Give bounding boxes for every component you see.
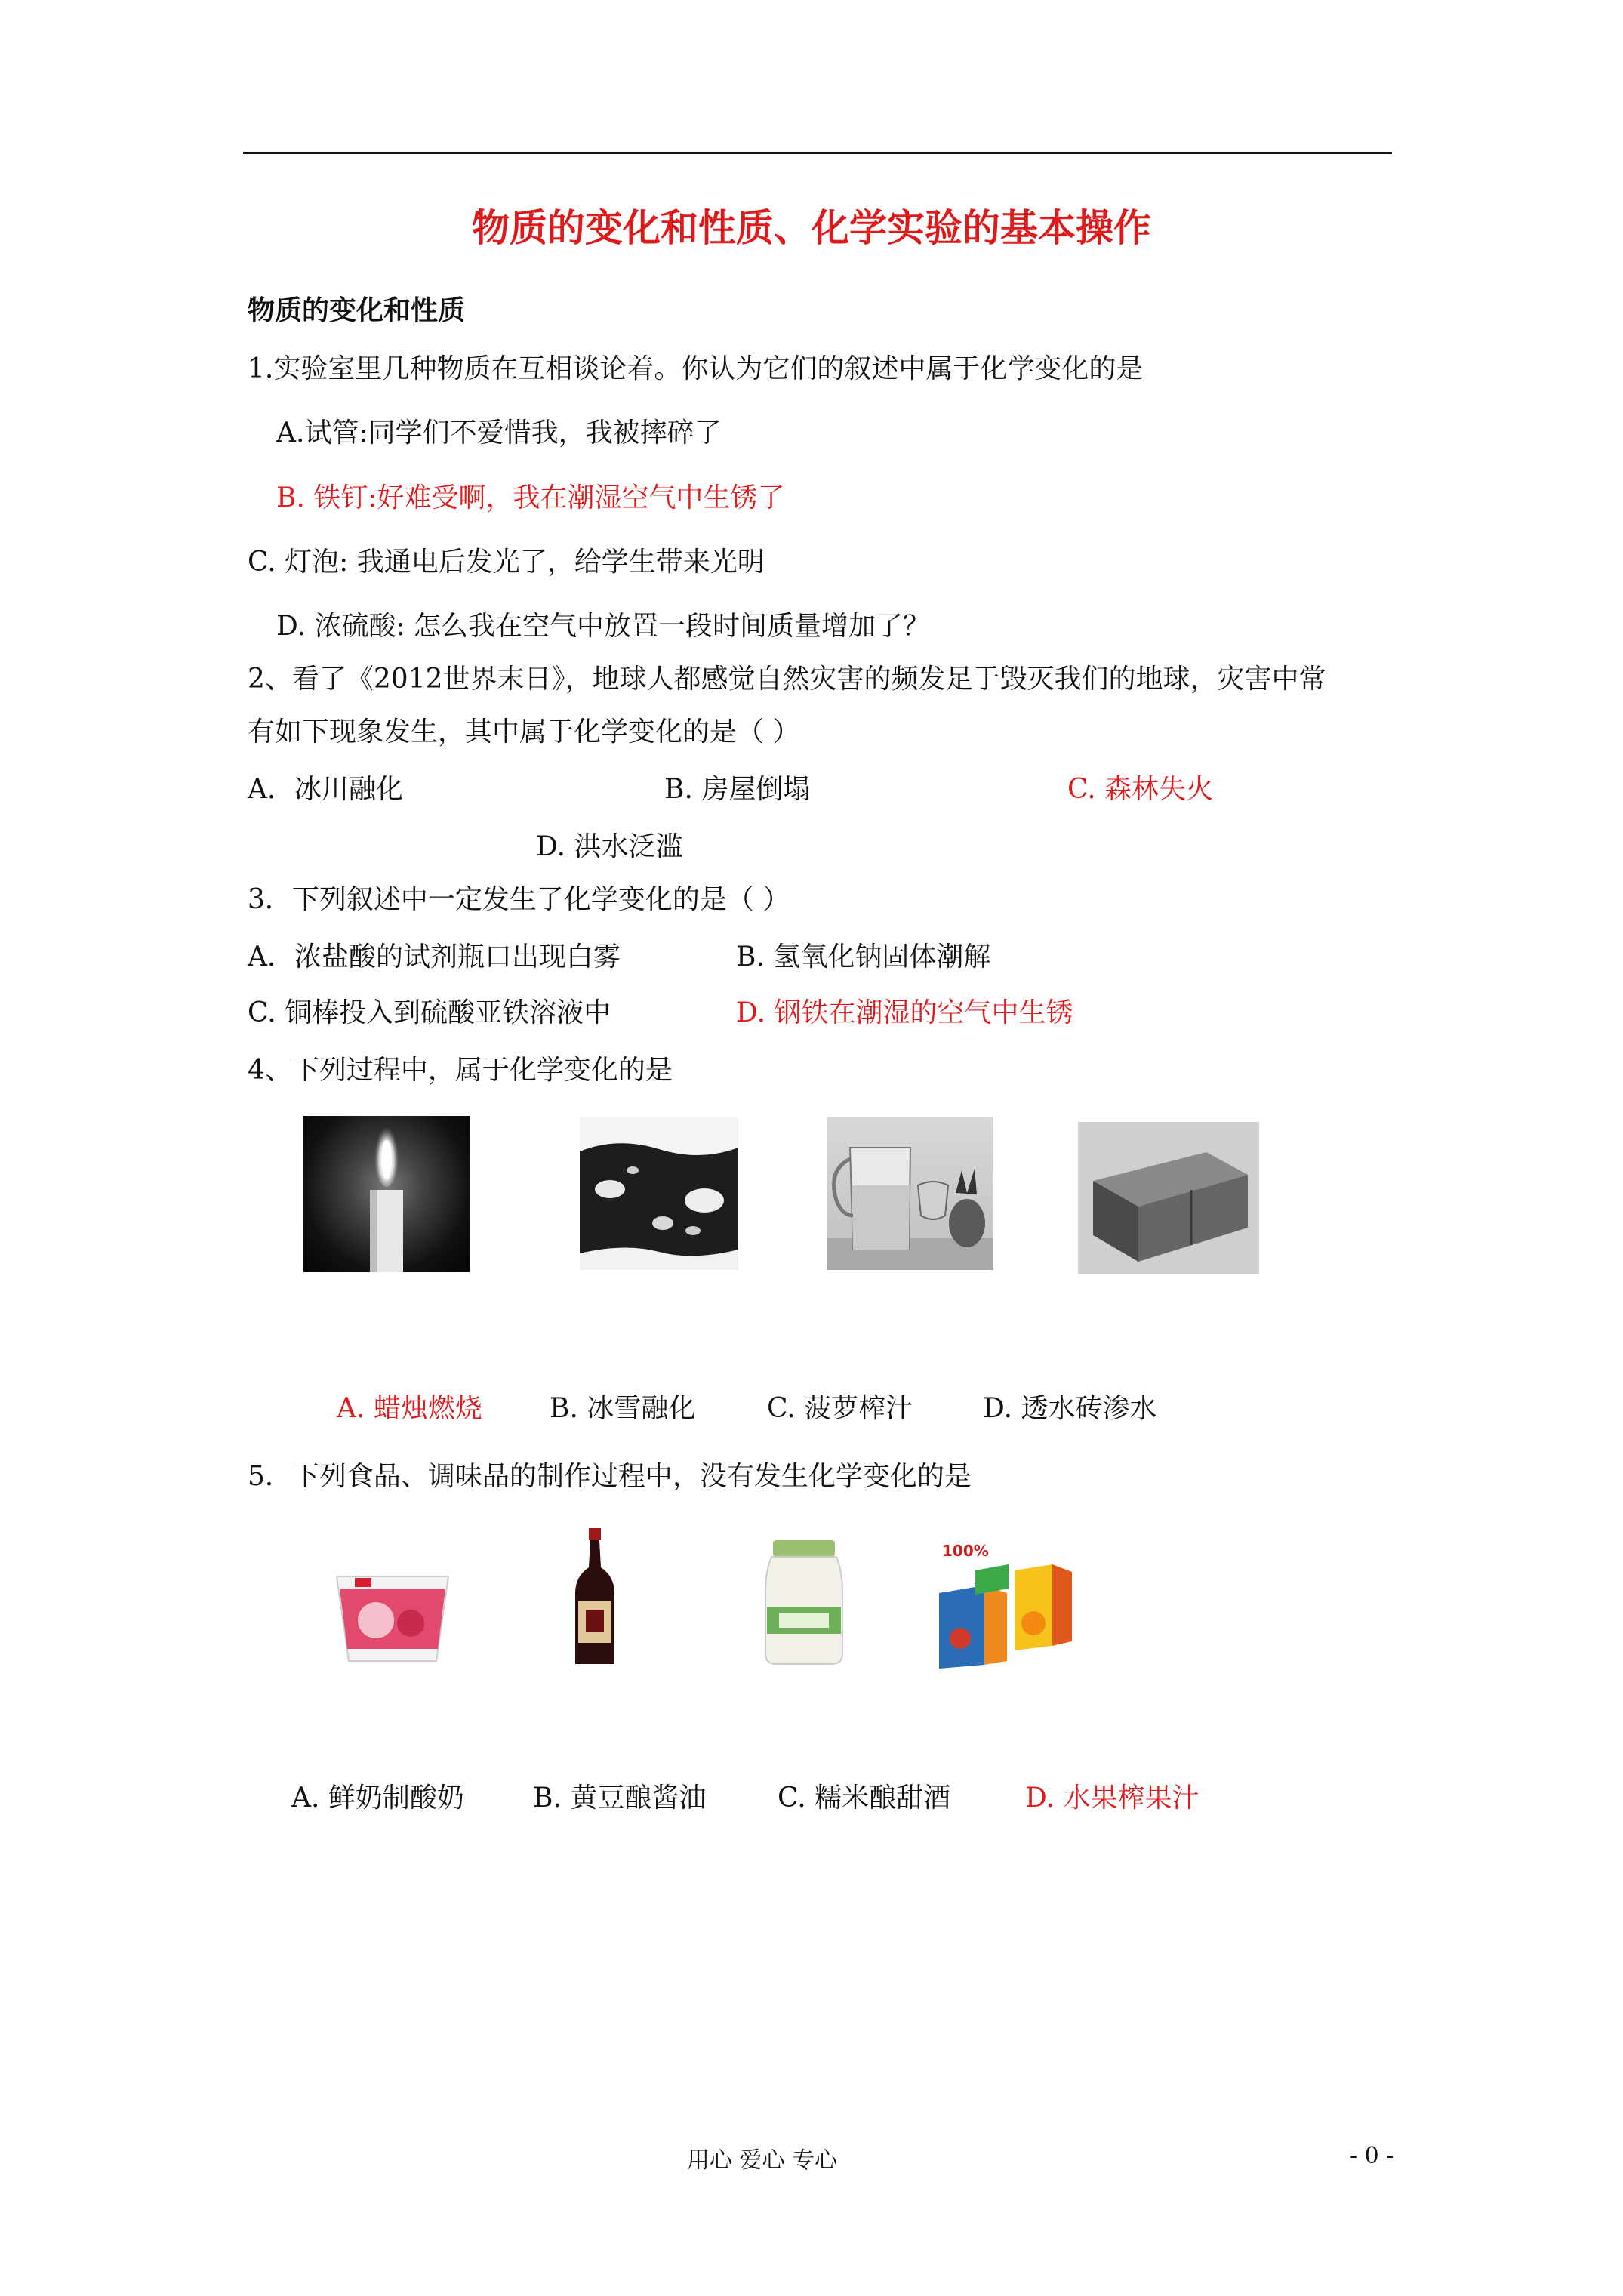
pineapple-juice-image [827,1117,993,1270]
rice-wine-jar-image [764,1540,844,1666]
q5-stem: 5．下列食品、调味品的制作过程中，没有发生化学变化的是 [248,1461,972,1492]
q1-option-b-answer: B. 铁钉:好难受啊，我在潮湿空气中生锈了 [276,482,785,513]
q4-stem: 4、下列过程中，属于化学变化的是 [248,1055,673,1086]
brick-drawing [1078,1122,1259,1274]
yogurt-drawing [332,1566,453,1666]
candle-image [303,1116,470,1272]
q3-option-a: A．浓盐酸的试剂瓶口出现白雾 [248,942,621,972]
q2-option-c-answer: C. 森林失火 [1067,774,1214,805]
jar-drawing [764,1540,844,1666]
candle-drawing [303,1116,470,1272]
juice-drawing [827,1117,993,1270]
q4-option-b: B. 冰雪融化 [550,1393,696,1424]
bottle-drawing [572,1528,617,1669]
page-title: 物质的变化和性质、化学实验的基本操作 [472,205,1151,250]
q1-stem: 1.实验室里几种物质在互相谈论着。你认为它们的叙述中属于化学变化的是 [248,353,1144,384]
q3-option-b: B. 氢氧化钠固体潮解 [736,942,991,972]
q2-stem-line2: 有如下现象发生，其中属于化学变化的是（ ） [248,717,800,747]
q5-option-c: C. 糯米酿甜酒 [778,1783,951,1814]
q1-option-c: C. 灯泡: 我通电后发光了，给学生带来光明 [248,547,765,578]
q3-stem: 3．下列叙述中一定发生了化学变化的是（ ） [248,884,790,915]
q2-option-d: D. 洪水泛滥 [536,831,683,862]
q4-option-a-answer: A. 蜡烛燃烧 [337,1393,482,1424]
q5-option-d-answer: D. 水果榨果汁 [1025,1783,1200,1814]
juice-boxes-image [939,1540,1075,1669]
yogurt-cup-image [332,1566,453,1666]
header-rule [243,152,1392,154]
q1-option-a: A.试管:同学们不爱惜我，我被摔碎了 [276,418,722,448]
q2-option-a: A．冰川融化 [248,774,403,805]
q5-option-b: B. 黄豆酿酱油 [533,1783,707,1814]
q5-option-a: A. 鲜奶制酸奶 [291,1783,464,1814]
soy-sauce-bottle-image [572,1528,617,1669]
footer-motto: 用心 爱心 专心 [687,2147,838,2174]
q4-option-c: C. 菠萝榨汁 [767,1393,913,1424]
q4-option-d: D. 透水砖渗水 [983,1393,1157,1424]
juice-percent-label: 100% [942,1542,989,1560]
q2-stem-line1: 2、看了《2012世界末日》，地球人都感觉自然灾害的频发足于毁灭我们的地球，灾害中常 [248,664,1326,695]
page-number: - 0 - [1350,2143,1394,2169]
q1-option-d: D. 浓硫酸: 怎么我在空气中放置一段时间质量增加了？ [276,611,931,642]
snow-drawing [580,1117,738,1270]
section-heading: 物质的变化和性质 [248,294,466,326]
q3-option-c: C. 铜棒投入到硫酸亚铁溶液中 [248,997,611,1028]
snow-melting-image [580,1117,738,1270]
q2-option-b: B. 房屋倒塌 [664,774,811,805]
permeable-brick-image [1078,1122,1259,1274]
q3-option-d-answer: D. 钢铁在潮湿的空气中生锈 [736,997,1073,1028]
